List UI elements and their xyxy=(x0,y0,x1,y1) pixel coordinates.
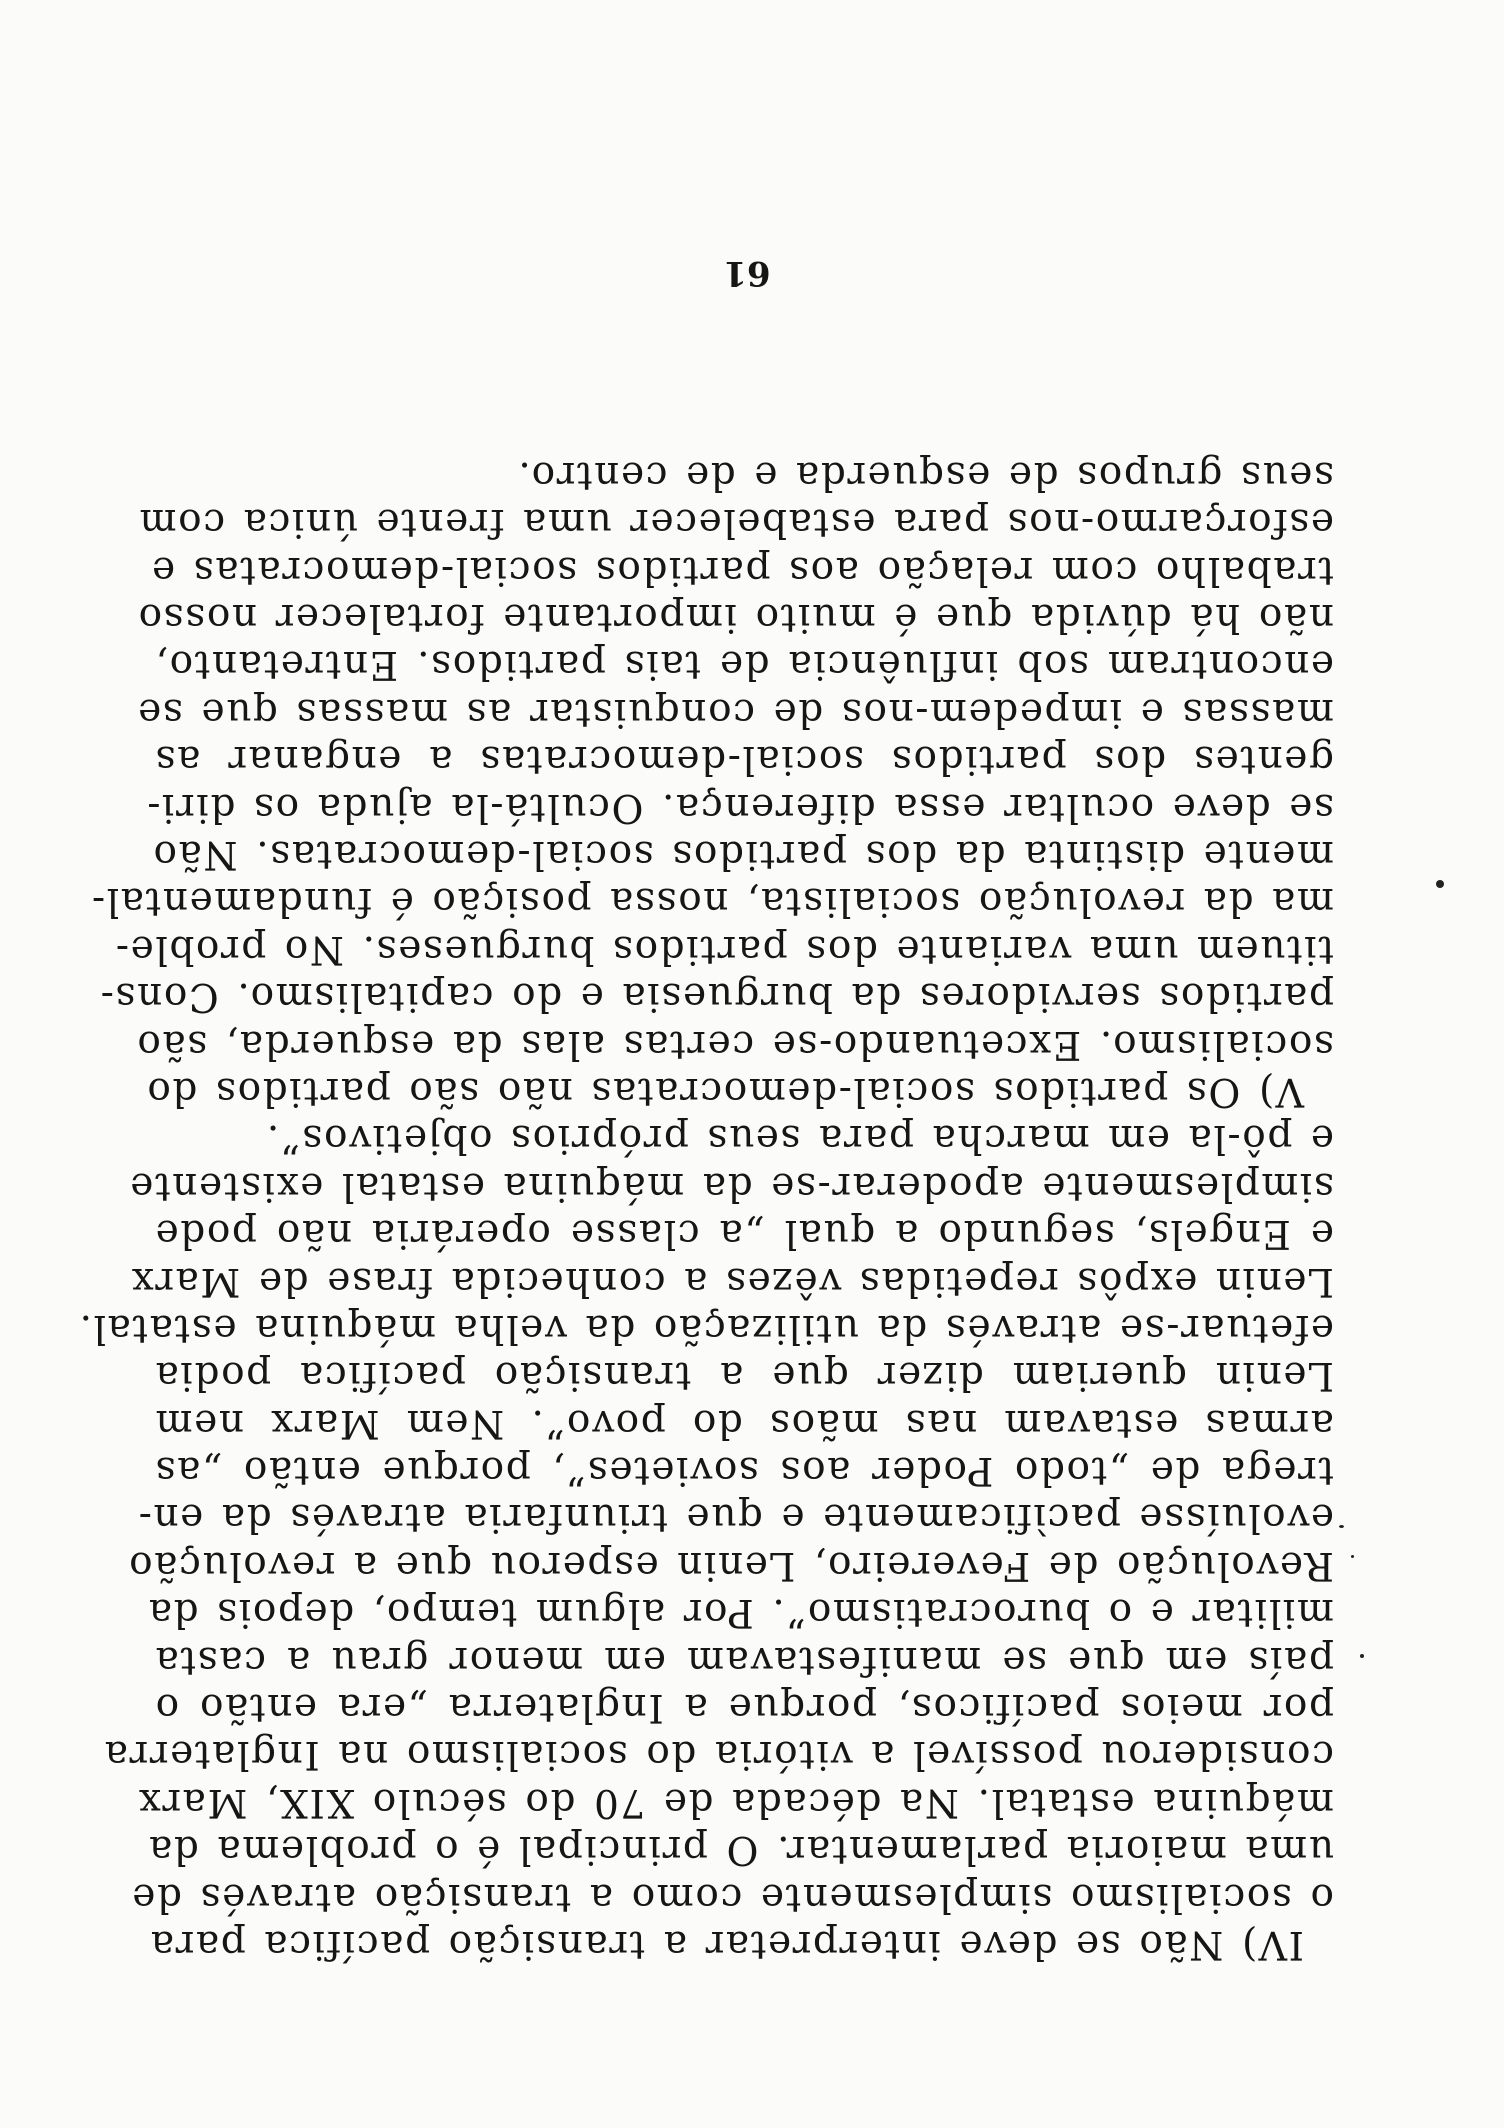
text-line: IV) Não se deve interpretar a transição pacífica para xyxy=(149,1922,1304,1967)
text-line: Revolução de Fevereiro, Lenin esperou que a revolução xyxy=(127,1542,1334,1588)
text-line: efetuar-se através da utilização da velha máquina estatal. xyxy=(77,1305,1334,1351)
text-line: uma maioria parlamentar. O principal é o problema da xyxy=(147,1827,1334,1873)
text-line: massas e impedem-nos de conquistar as massas que se xyxy=(136,689,1334,735)
ink-speck xyxy=(1436,880,1444,888)
text-line: armas estavam nas mãos do povo”. Nem Marx nem xyxy=(154,1400,1334,1446)
text-line: ma da revolução socialista, nossa posição é fundamental- xyxy=(90,879,1334,925)
text-line: gentes dos partidos social-democratas a enganar as xyxy=(154,737,1334,783)
text-line: por meios pacíficos, porque a Inglaterra „era então o xyxy=(154,1685,1334,1731)
ink-speck xyxy=(1351,1555,1354,1558)
text-line: esforçarmo-nos para estabelecer uma frente única com xyxy=(138,500,1334,546)
text-line: país em que se manifestavam em menor grau a casta xyxy=(154,1637,1334,1683)
text-line: tituem uma variante dos partidos burgueses. No proble- xyxy=(114,926,1334,972)
text-line: se deve ocultar essa diferença. Ocultá-la ajuda os diri- xyxy=(145,784,1334,830)
text-line: V) Os partidos social-democratas não são partidos do xyxy=(145,1068,1304,1114)
text-line: Lenin queriam dizer que a transição pacífica podia xyxy=(154,1353,1334,1399)
paragraph-v xyxy=(90,452,1334,1115)
text-line: seus grupos de esquerda e de centro. xyxy=(516,452,1334,498)
text-line: socialismo. Excetuando-se certas alas da esquerda, são xyxy=(135,1021,1334,1067)
text-line: e Engels, segundo a qual „a classe operária não pode xyxy=(154,1211,1334,1257)
text-line: militar e o burocratismo”. Por algum tempo, depois da xyxy=(147,1590,1334,1636)
text-line: mente distinta da dos partidos social-democratas. Não xyxy=(151,832,1334,878)
text-line: encontram sob influência de tais partidos. Entretanto, xyxy=(154,642,1334,688)
text-line: Lenin expôs repetidas vêzes a conhecida frase de Marx xyxy=(130,1258,1334,1304)
text-line: o socialismo simplesmente como a transição através de xyxy=(130,1874,1334,1920)
text-line: considerou possível a vitória do socialismo na Inglaterra xyxy=(103,1732,1334,1778)
text-line: não há dúvida que é muito importante fortalecer nosso xyxy=(136,595,1334,641)
text-line: e pô-la em marcha para seus próprios objetivos”. xyxy=(265,1116,1334,1162)
page-number: 61 xyxy=(723,253,771,293)
ink-speck xyxy=(1360,1654,1364,1658)
text-line: simplesmente apoderar-se da máquina estatal existente xyxy=(128,1163,1334,1209)
text-line: trabalho com relação aos partidos social-democratas e xyxy=(150,547,1334,593)
body-text xyxy=(77,452,1334,1969)
text-line: trega de „todo Poder aos sovietes”, porque então „as xyxy=(154,1448,1334,1494)
ink-speck xyxy=(1339,1525,1344,1528)
text-line: partidos servidores da burguesia e do capitalismo. Cons- xyxy=(99,974,1334,1020)
text-line: evoluísse pacìficamente e que triunfaria através da en- xyxy=(137,1495,1334,1541)
paragraph-iv xyxy=(77,1115,1334,1968)
text-line: máquina estatal. Na década de 70 do século XIX, Marx xyxy=(137,1779,1334,1825)
